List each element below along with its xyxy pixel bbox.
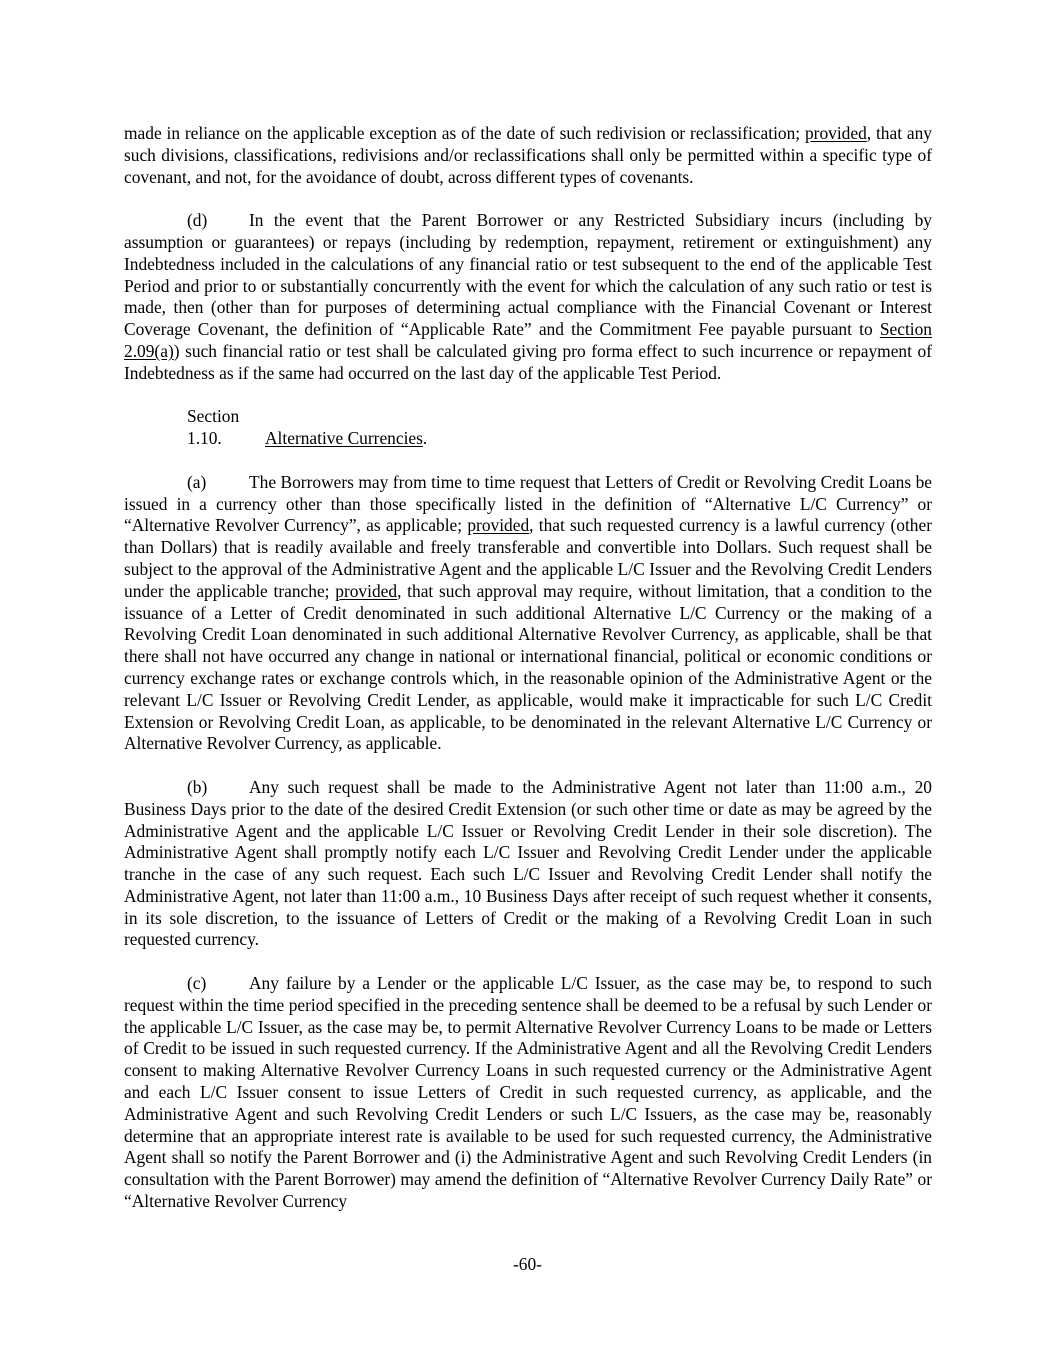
section-heading: Section 1.10. Alternative Currencies. <box>187 406 428 449</box>
paragraph-label: (c) <box>187 973 207 994</box>
paragraph-label: (a) <box>187 471 207 492</box>
section-number: Section 1.10. <box>187 406 240 449</box>
provided-underlined: provided <box>335 580 398 601</box>
document-page <box>124 123 932 1235</box>
paragraph-b: (b) Any such request shall be made to the Administrative Agent not later than 11:00 a.m., 20 Business Days prior to the date of the desired Credit Extension (or such other time or date as may be agreed by the Administrative Agent and the applicable L/C Issuer or Revolving Credit Lender in their sole discretion). The Administrative Agent shall promptly notify each L/C Issuer and Revolving Credit Lender under the applicable tranche in the case of any such request. Each such L/C Issuer and Revolving Credit Lender shall notify the Administrative Agent, not later than 11:00 a.m., 10 Business Days after receipt of such request whether it consents, in its sole discretion, to the issuance of Letters of Credit or the making of a Revolving Credit Loan in such requested currency. <box>124 776 932 950</box>
paragraph-label: (b) <box>187 776 208 797</box>
paragraph-label: (d) <box>187 210 208 231</box>
page-number: -60- <box>513 1254 542 1274</box>
section-title: Alternative Currencies <box>265 428 423 449</box>
paragraph-a: (a) The Borrowers may from time to time request that Letters of Credit or Revolving Credit Loans be issued in a currency other than those specifically listed in the definition of “Alternative L/C Currency” or “Alternative Revolver Currency”, as applicable; provided, that such requested currency is a lawful currency (other than Dollars) that is readily available and freely transferable and convertible into Dollars. Such request shall be subject to the approval of the Administrative Agent and the applicable L/C Issuer and the Revolving Credit Lenders under the applicable tranche; provided, that such approval may require, without limitation, that a condition to the issuance of a Letter of Credit denominated in such additional Alternative L/C Currency or the making of a Revolving Credit Loan denominated in such additional Alternative Revolver Currency, as applicable, shall be that there shall not have occurred any change in national or international financial, political or economic conditions or currency exchange rates or exchange controls which, in the reasonable opinion of the Administrative Agent or the relevant L/C Issuer or Revolving Credit Lender, as applicable, would make it impracticable for such L/C Credit Extension or Revolving Credit Loan, as applicable, to be denominated in the relevant Alternative L/C Currency or Alternative Revolver Currency, as applicable. <box>124 471 932 754</box>
paragraph-d: (d) In the event that the Parent Borrower or any Restricted Subsidiary incurs (including by assumption or guarantees) or repays (including by redemption, repayment, retirement or extinguishment) any Indebtedness included in the calculations of any financial ratio or test subsequent to the end of the applicable Test Period and prior to or substantially concurrently with the event for which the calculation of any such ratio or test is made, then (other than for purposes of determining actual compliance with the Financial Covenant or Interest Coverage Covenant, the definition of “Applicable Rate” and the Commitment Fee payable pursuant to Section 2.09(a)) such financial ratio or test shall be calculated giving pro forma effect to such incurrence or repayment of Indebtedness as if the same had occurred on the last day of the applicable Test Period. <box>124 210 932 383</box>
section-reference: Section 2.09(a) <box>124 319 932 361</box>
provided-underlined: provided <box>804 123 867 143</box>
paragraph-c: (c) Any failure by a Lender or the applicable L/C Issuer, as the case may be, to respond to such request within the time period specified in the preceding sentence shall be deemed to be a refusal by such Lender or the applicable L/C Issuer, as the case may be, to permit Alternative Revolver Currency Loans to be made or Letters of Credit to be issued in such requested currency. If the Administrative Agent and all the Revolving Credit Lenders consent to making Alternative Revolver Currency Loans in such requested currency or the Administrative Agent and each L/C Issuer consent to issue Letters of Credit in such requested currency, as applicable, and the Administrative Agent and such Revolving Credit Lenders or such L/C Issuers, as the case may be, reasonably determine that an appropriate interest rate is available to be used for such requested currency, the Administrative Agent shall so notify the Parent Borrower and (i) the Administrative Agent and such Revolving Credit Lenders (in consultation with the Parent Borrower) may amend the definition of “Alternative Revolver Currency Daily Rate” or “Alternative Revolver Currency <box>124 973 932 1212</box>
paragraph-continuation: made in reliance on the applicable exception as of the date of such redivision or reclassification; provided, that any such divisions, classifications, redivisions and/or reclassifications shall only be permitted within a specific type of covenant, and not, for the avoidance of doubt, across different types of covenants. <box>124 123 933 187</box>
provided-underlined: provided <box>467 515 530 536</box>
